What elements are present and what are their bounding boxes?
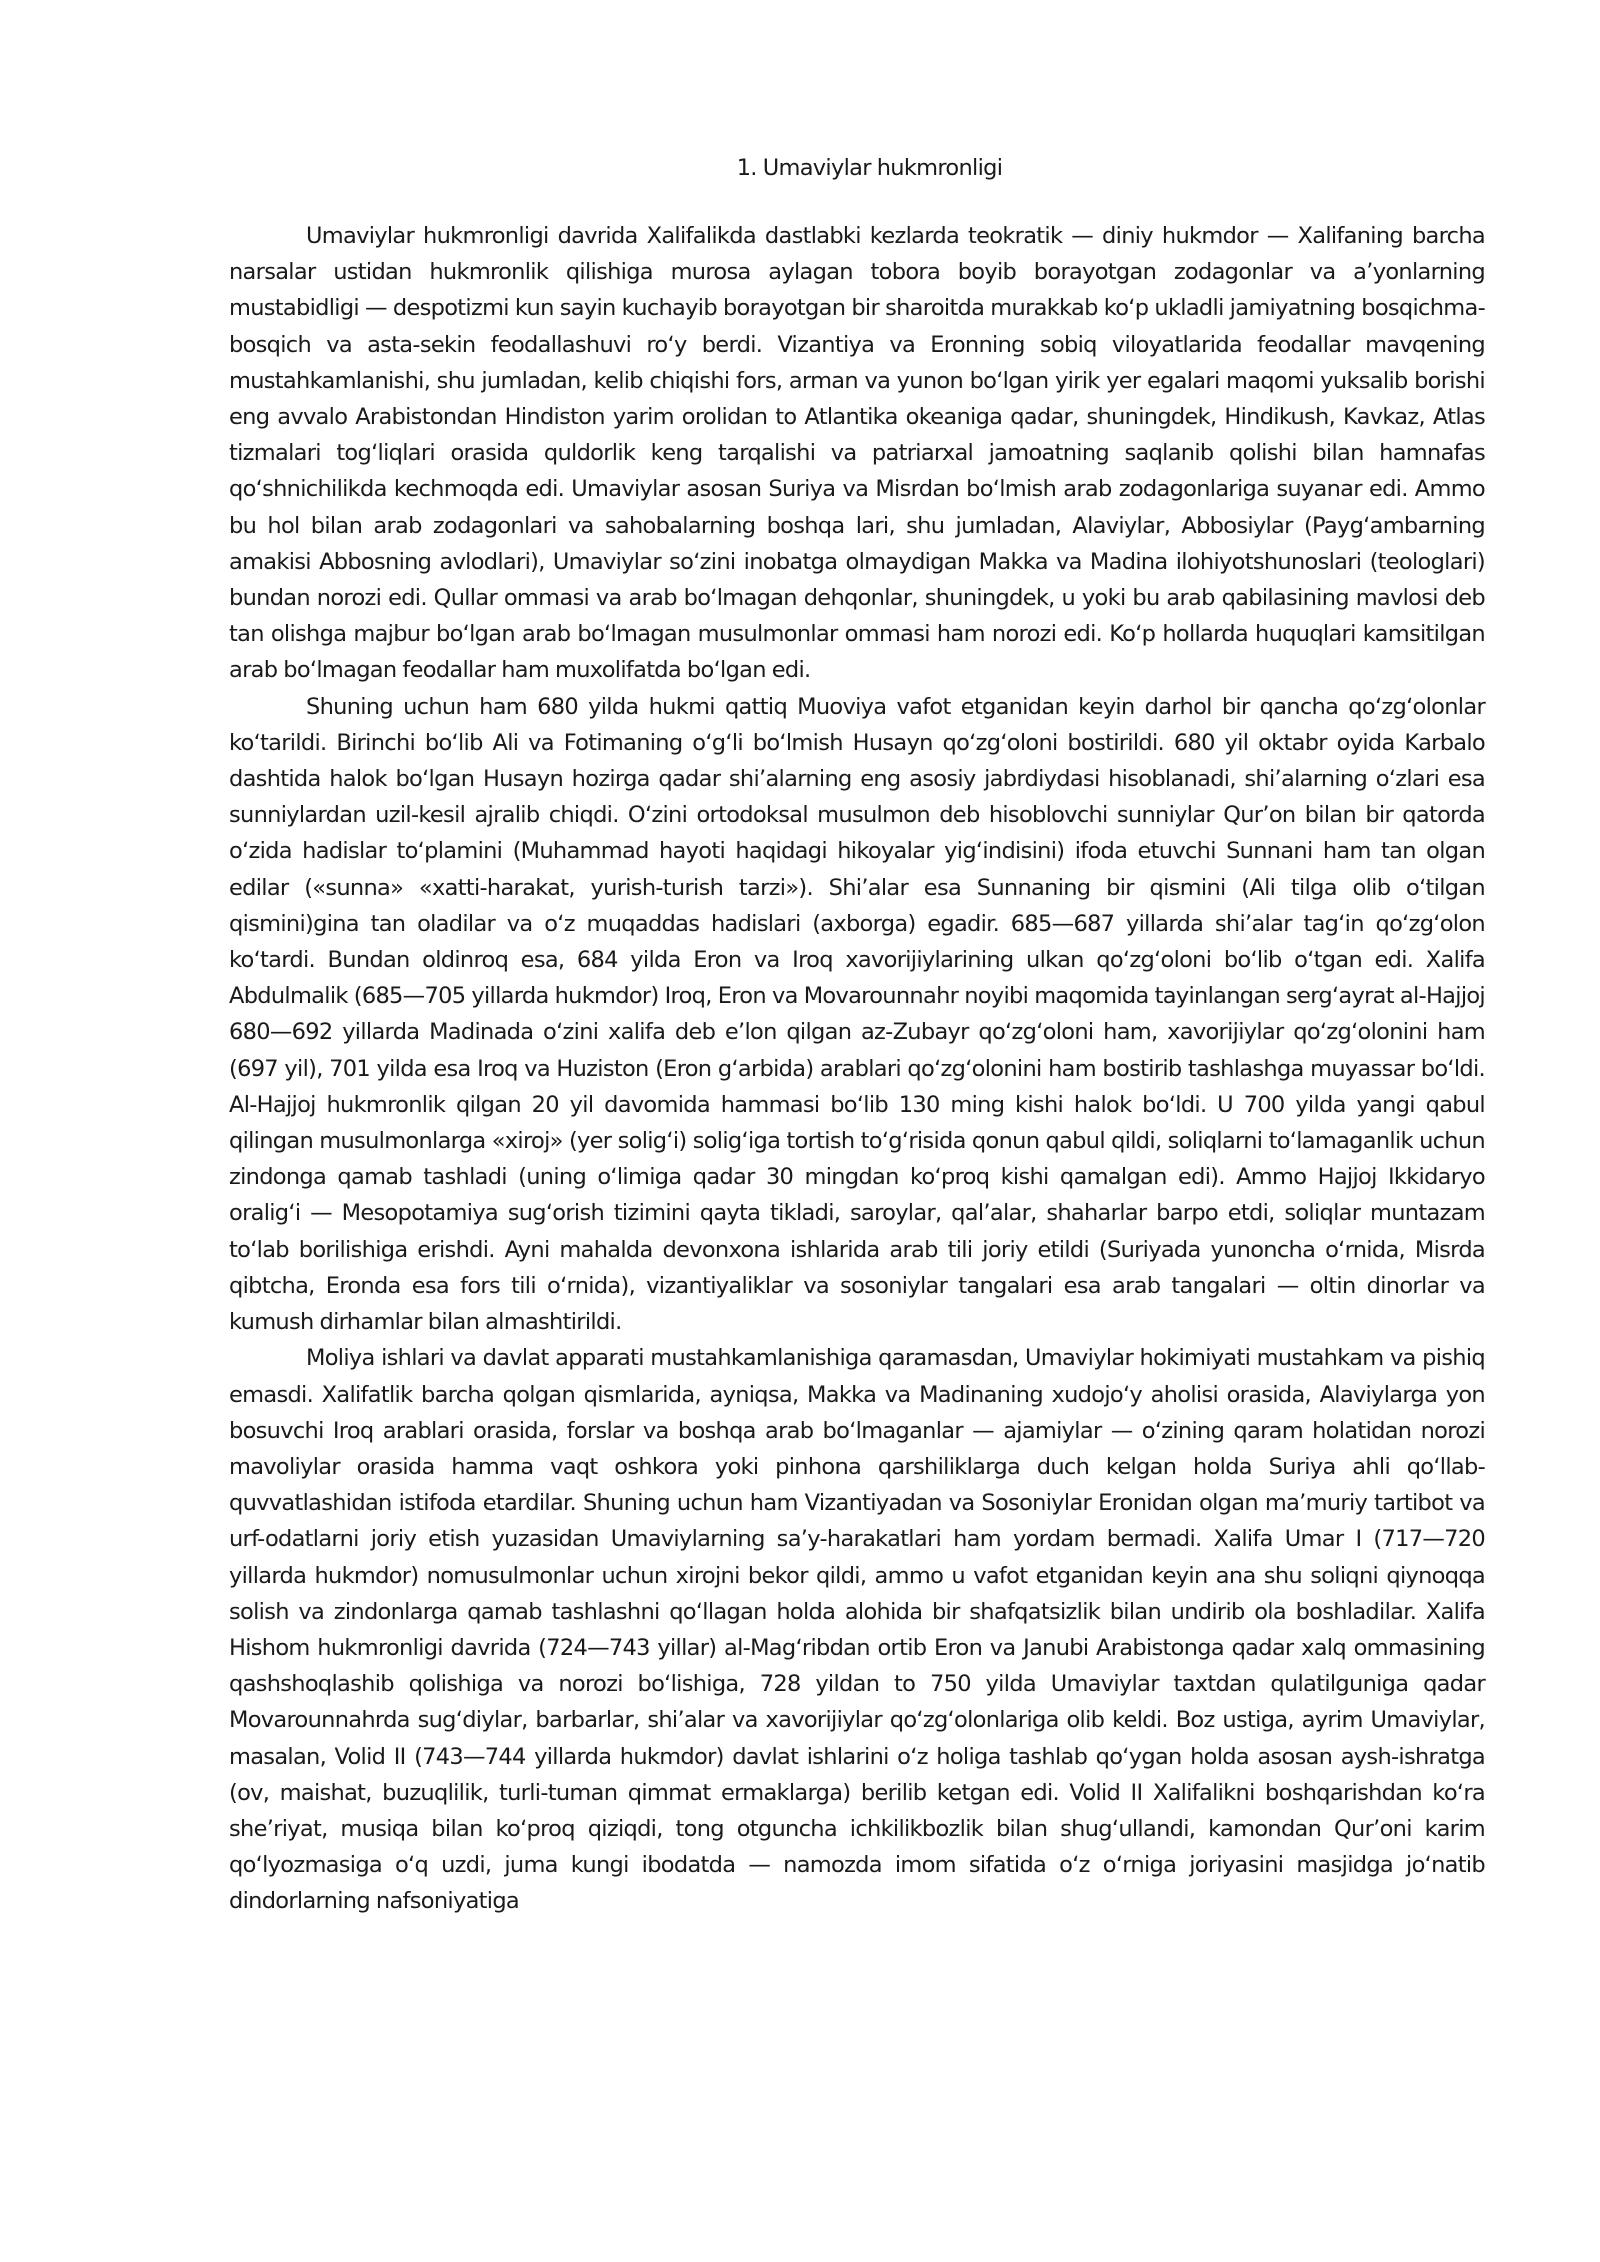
- document-page: [229, 150, 1485, 1920]
- paragraph-3: Moliya ishlari va davlat apparati mustahkamlanishiga qaramasdan, Umaviylar hokimiyati mustahkam va pishiq emasdi. Xalifatlik barcha qolgan qismlarida, ayniqsa, Makka va Madinaning xudojoʻy aholisi orasida, Alaviylarga yon bosuvchi Iroq arablari orasida, forslar va boshqa arab boʻlmaganlar — ajamiylar — oʻzining qaram holatidan norozi mavoliylar orasida hamma vaqt oshkora yoki pinhona qarshiliklarga duch kelgan holda Suriya ahli qoʻllab-quvvatlashidan istifoda etardilar. Shuning uchun ham Vizantiyadan va Sosoniylar Eronidan olgan ma’muriy tartibot va urf-odatlarni joriy etish yuzasidan Umaviylarning sa’y-harakatlari ham yordam bermadi. Xalifa Umar I (717—720 yillarda hukmdor) nomusulmonlar uchun xirojni bekor qildi, ammo u vafot etganidan keyin ana shu soliqni qiynoqqa solish va zindonlarga qamab tashlashni qoʻllagan holda alohida bir shafqatsizlik bilan undirib ola boshladilar. Xalifa Hishom hukmronligi davrida (724—743 yillar) al-Magʻribdan ortib Eron va Janubi Arabistonga qadar xalq ommasining qashshoqlashib qolishiga va norozi boʻlishiga, 728 yildan to 750 yilda Umaviylar taxtdan qulatilguniga qadar Movarounnahrda sugʻdiylar, barbarlar, shi’alar va xavorijiylar qoʻzgʻolonlariga olib keldi. Boz ustiga, ayrim Umaviylar, masalan, Volid II (743—744 yillarda hukmdor) davlat ishlarini oʻz holiga tashlab qoʻygan holda asosan aysh-ishratga (ov, maishat, buzuqlilik, turli-tuman qimmat ermaklarga) berilib ketgan edi. Volid II Xalifalikni boshqarishdan koʻra she’riyat, musiqa bilan koʻproq qiziqdi, tong otguncha ichkilikbozlik bilan shugʻullandi, kamondan Qur’oni karim qoʻlyozmasiga oʻq uzdi, juma kungi ibodatda — namozda imom sifatida oʻz oʻrniga joriyasini masjidga joʻnatib dindorlarning nafsoniyatiga: [229, 1345, 1485, 1915]
- paragraph-1: Umaviylar hukmronligi davrida Xalifalikda dastlabki kezlarda teokratik — diniy hukmdor — Xalifaning barcha narsalar ustidan hukmronlik qilishiga murosa aylagan tobora boyib borayotgan zodagonlar va a’yonlarning mustabidligi — despotizmi kun sayin kuchayib borayotgan bir sharoitda murakkab koʻp ukladli jamiyatning bosqichma-bosqich va asta-sekin feodallashuvi roʻy berdi. Vizantiya va Eronning sobiq viloyatlarida feodallar mavqening mustahkamlanishi, shu jumladan, kelib chiqishi fors, arman va yunon boʻlgan yirik yer egalari maqomi yuksalib borishi eng avvalo Arabistondan Hindiston yarim orolidan to Atlantika okeaniga qadar, shuningdek, Hindikush, Kavkaz, Atlas tizmalari togʻliqlari orasida quldorlik keng tarqalishi va patriarxal jamoatning saqlanib qolishi bilan hamnafas qoʻshnichilikda kechmoqda edi. Umaviylar asosan Suriya va Misrdan boʻlmish arab zodagonlariga suyanar edi. Ammo bu hol bilan arab zodagonlari va sahobalarning boshqa lari, shu jumladan, Alaviylar, Abbosiylar (Paygʻambarning amakisi Abbosning avlodlari), Umaviylar soʻzini inobatga olmaydigan Makka va Madina ilohiyotshunoslari (teologlari) bundan norozi edi. Qullar ommasi va arab boʻlmagan dehqonlar, shuningdek, u yoki bu arab qabilasining mavlosi deb tan olishga majbur boʻlgan arab boʻlmagan musulmonlar ommasi ham norozi edi. Koʻp hollarda huquqlari kamsitilgan arab boʻlmagan feodallar ham muxolifatda boʻlgan edi.: [229, 223, 1485, 684]
- page-title: 1. Umaviylar hukmronligi: [736, 155, 1003, 181]
- paragraph-2: Shuning uchun ham 680 yilda hukmi qattiq Muoviya vafot etganidan keyin darhol bir qancha qoʻzgʻolonlar koʻtarildi. Birinchi boʻlib Ali va Fotimaning oʻgʻli boʻlmish Husayn qoʻzgʻoloni bostirildi. 680 yil oktabr oyida Karbalo dashtida halok boʻlgan Husayn hozirga qadar shi’alarning eng asosiy jabrdiydasi hisoblanadi, shi’alarning oʻzlari esa sunniylardan uzil-kesil ajralib chiqdi. Oʻzini ortodoksal musulmon deb hisoblovchi sunniylar Qur’on bilan bir qatorda oʻzida hadislar toʻplamini (Muhammad hayoti haqidagi hikoyalar yigʻindisini) ifoda etuvchi Sunnani ham tan olgan edilar («sunna» «xatti-harakat, yurish-turish tarzi»). Shi’alar esa Sunnaning bir qismini (Ali tilga olib oʻtilgan qismini)gina tan oladilar va oʻz muqaddas hadislari (axborga) egadir. 685—687 yillarda shi’alar tagʻin qoʻzgʻolon koʻtardi. Bundan oldinroq esa, 684 yilda Eron va Iroq xavorijiylarining ulkan qoʻzgʻoloni boʻlib oʻtgan edi. Xalifa Abdulmalik (685—705 yillarda hukmdor) Iroq, Eron va Movarounnahr noyibi maqomida tayinlangan sergʻayrat al-Hajjoj 680—692 yillarda Madinada oʻzini xalifa deb e’lon qilgan az-Zubayr qoʻzgʻoloni ham, xavorijiylar qoʻzgʻolonini ham (697 yil), 701 yilda esa Iroq va Huziston (Eron gʻarbida) arablari qoʻzgʻolonini ham bostirib tashlashga muyassar boʻldi. Al-Hajjoj hukmronlik qilgan 20 yil davomida hammasi boʻlib 130 ming kishi halok boʻldi. U 700 yilda yangi qabul qilingan musulmonlarga «xiroj» (yer soligʻi) soligʻiga tortish toʻgʻrisida qonun qabul qildi, soliqlarni toʻlamaganlik uchun zindonga qamab tashladi (uning oʻlimiga qadar 30 mingdan koʻproq kishi qamalgan edi). Ammo Hajjoj Ikkidaryo oraligʻi — Mesopotamiya sugʻorish tizimini qayta tikladi, saroylar, qal’alar, shaharlar barpo etdi, soliqlar muntazam toʻlab borilishiga erishdi. Ayni mahalda devonxona ishlarida arab tili joriy etildi (Suriyada yunoncha oʻrnida, Misrda qibtcha, Eronda esa fors tili oʻrnida), vizantiyaliklar va sosoniylar tangalari esa arab tangalari — oltin dinorlar va kumush dirhamlar bilan almashtirildi.: [229, 693, 1485, 1336]
